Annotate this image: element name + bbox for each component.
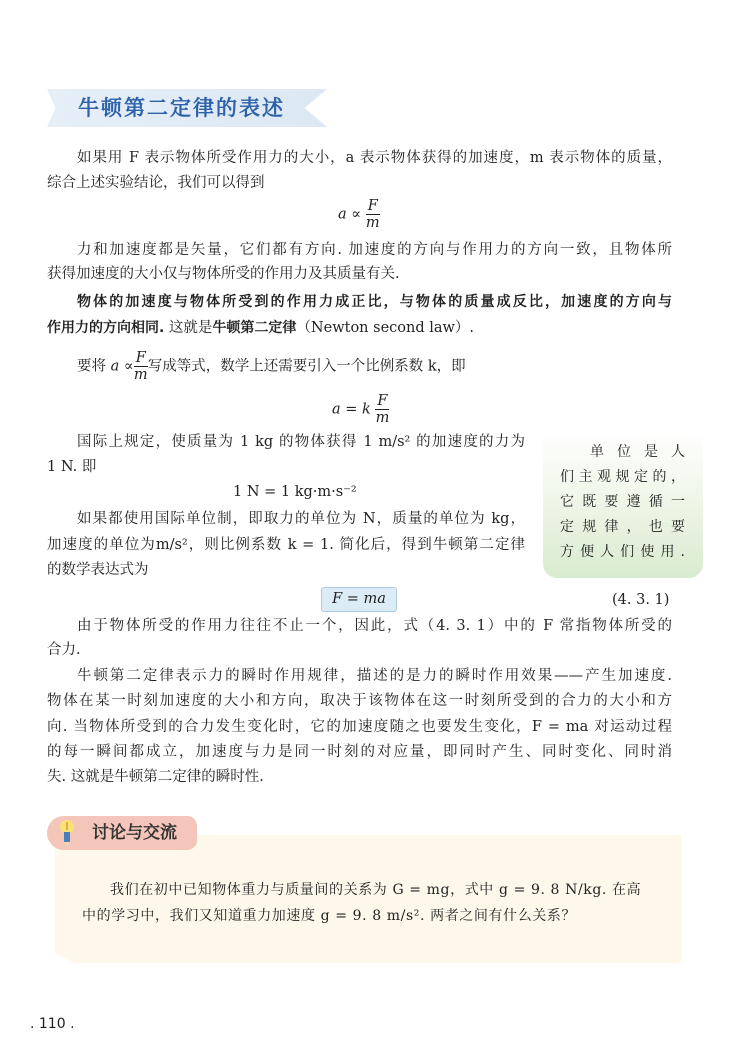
formula-denominator: m (365, 215, 380, 231)
formula-proportional (338, 198, 380, 231)
law-english-name: （Newton second law）. (296, 320, 475, 336)
section-title: 牛顿第二定律的表述 (78, 96, 285, 120)
paragraph-line: 的数学表达式为 (47, 562, 149, 578)
paragraph-line: 国际上规定，使质量为 1 kg 的物体获得 1 m/s² 的加速度的力为 (77, 434, 525, 450)
paragraph-line: 向. 当物体所受到的合力发生变化时，它的加速度随之也要发生变化，F = ma 对运动过程 (47, 719, 672, 735)
paragraph-line: 合力. (47, 642, 81, 658)
law-bold-text: 作用力的方向相同. (47, 320, 165, 336)
text: 写成等式，数学上还需要引入一个比例系数 k，即 (147, 358, 466, 375)
formula-numerator: F (377, 393, 388, 409)
formula-newton-unit: 1 N = 1 kg·m·s⁻² (233, 484, 357, 500)
formula-denominator: m (133, 367, 148, 383)
law-statement-line: 物体的加速度与物体所受到的作用力成正比，与物体的质量成反比，加速度的方向与 (77, 294, 672, 310)
formula-lhs: a ∝ (338, 206, 362, 223)
side-note-line: 们主观规定的， (560, 469, 688, 485)
law-name: 牛顿第二定律 (212, 320, 297, 336)
law-statement-line (47, 318, 672, 338)
page-number: . 110 . (30, 1016, 75, 1032)
paragraph-line: 获得加速度的大小仅与物体所受的作用力及其质量有关. (47, 266, 400, 282)
text: 要将 (77, 358, 106, 375)
formula-lhs: a ∝ (110, 358, 134, 375)
discussion-line: 中的学习中，我们又知道重力加速度 g = 9. 8 m/s². 两者之间有什么关系？ (82, 908, 577, 924)
equation-number: (4. 3. 1) (612, 592, 670, 608)
side-note-line: 定规律，也要 (560, 519, 688, 535)
formula-numerator: F (135, 350, 146, 366)
paragraph-line: 加速度的单位为m/s²，则比例系数 k = 1. 简化后，得到牛顿第二定律 (47, 537, 525, 553)
paragraph-line: 如果都使用国际单位制，即取力的单位为 N，质量的单位为 kg， (77, 511, 525, 527)
paragraph-line: 物体在某一时刻加速度的大小和方向，取决于该物体在这一时刻所受到的合力的大小和方 (47, 693, 672, 709)
side-note-line: 单位是人 (590, 444, 688, 460)
paragraph-line: 的每一瞬间都成立，加速度与力是同一时刻的对应量，即同时产生、同时变化、同时消 (47, 744, 672, 760)
discussion-line: 我们在初中已知物体重力与质量间的关系为 G = mg，式中 g = 9. 8 N/kg. 在高 (110, 882, 642, 898)
paragraph-line: 失. 这就是牛顿第二定律的瞬时性. (47, 769, 264, 785)
lightbulb-pencil-icon (54, 818, 80, 848)
paragraph-line (47, 350, 672, 383)
paragraph-line: 1 N. 即 (47, 459, 97, 475)
paragraph-line: 如果用 F 表示物体所受作用力的大小，a 表示物体获得的加速度，m 表示物体的质量， (77, 150, 672, 166)
law-text: 这就是 (164, 320, 213, 336)
discussion-title: 讨论与交流 (92, 823, 177, 843)
paragraph-line: 牛顿第二定律表示力的瞬时作用规律，描述的是力的瞬时作用效果——产生加速度. (77, 668, 672, 684)
paragraph-line: 综合上述实验结论，我们可以得到 (47, 175, 265, 191)
formula-numerator: F (367, 198, 378, 214)
formula-lhs: a = k (332, 401, 371, 418)
formula-f-equals-ma: F = ma (321, 587, 397, 612)
paragraph-line: 由于物体所受的作用力往往不止一个，因此，式（4. 3. 1）中的 F 常指物体所受的 (77, 618, 672, 634)
paragraph-line: 力和加速度都是矢量，它们都有方向. 加速度的方向与作用力的方向一致，且物体所 (77, 242, 672, 258)
formula-denominator: m (375, 410, 390, 426)
side-note-line: 方便人们使用. (560, 544, 688, 560)
side-note-line: 它既要遵循一 (560, 494, 688, 510)
formula-with-constant (332, 393, 389, 426)
